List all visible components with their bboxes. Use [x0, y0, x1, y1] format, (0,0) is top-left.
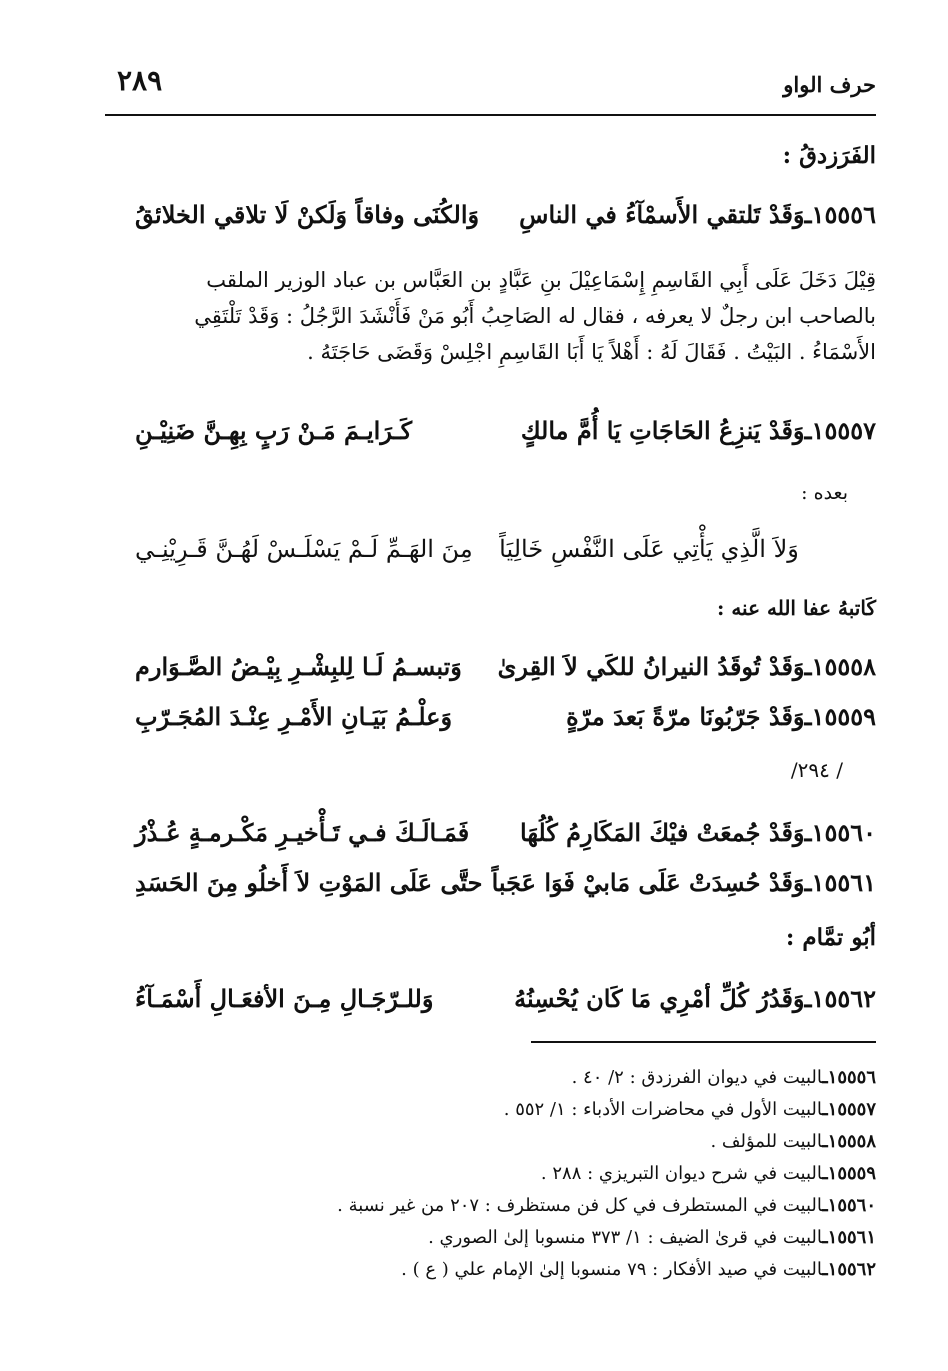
footnote-separator [531, 1041, 876, 1043]
header-rule [105, 114, 876, 116]
footnote-item [105, 1222, 876, 1254]
footnote-item [105, 1094, 876, 1126]
verse-number: ١٥٥٦٠ـ [804, 818, 876, 847]
verse-first-hemistich: وَقَدْ تُوقَدُ النيرانُ للكَي لاَ القِرىٰ [497, 652, 805, 681]
footnote-text: البيت في المستطرف في كل فن مستظرف : ٢٠٧ من غير نسبة . [337, 1195, 823, 1216]
anecdote-line: قِيْلَ دَخَلَ عَلَى أَبِي القَاسِمِ إِسْمَاعِيْلَ بنِ عَبَّادٍ بن العَبَّاس بن عباد الوزير الملقب [206, 268, 876, 292]
footnote-number: ١٥٥٦٠ـ [822, 1195, 876, 1216]
anecdote-line: الأَسْمَاءُ . البَيْتُ . فَقَالَ لَهُ : أَهْلاً يَا أَبَا القَاسِمِ اجْلِسْ وَقَضَى حَاجَتَهُ . [307, 340, 876, 364]
verse-following [105, 526, 876, 572]
footnote-item [105, 1062, 876, 1094]
verse-second-hemistich: فَمَـالَـكَ فـي تَـأْخيـرِ مَكْـرمـةٍ عُـذْرُ [135, 818, 470, 847]
verse-second-hemistich: وَللـرّجَـالِ مِـنَ الأفعَـالِ أَسْمَـآءُ [135, 984, 434, 1013]
footnote-item [105, 1126, 876, 1158]
verse-first-hemistich: وَقَدْ جُمعَتْ فيْكَ المَكَارِمُ كُلُهَا [520, 818, 805, 847]
verse-second-hemistich: مِنَ الهَـمِّ لَـمْ يَسْلَـسْ لَهُـنَّ قَـرِيْنِـي [135, 535, 473, 563]
verse-number: ١٥٥٦٢ـ [804, 984, 876, 1013]
verse-second-hemistich: وَتبسـمُ لَـا لِلبِشْـرِ بِيْـضُ الصَّـوَارم [135, 652, 462, 681]
verse-15557 [105, 408, 876, 454]
verse-15558 [105, 644, 876, 690]
verse-second-hemistich: كَـرَايـمَ مَـنْ رَبٍ بِهِـنَّ ضَنِيْـنِ [135, 416, 413, 445]
verse-15562 [105, 976, 876, 1022]
verse-15561 [105, 860, 876, 906]
verse-number: ١٥٥٥٩ـ [804, 702, 876, 731]
footnote-text: البيت في قرىٰ الضيف : ١/ ٣٧٣ منسوبا إلىٰ الصوري . [428, 1227, 823, 1248]
verse-15559 [105, 694, 876, 740]
footnote-item [105, 1254, 876, 1286]
anecdote-paragraph [105, 262, 876, 370]
page-header [105, 58, 876, 108]
verse-number: ١٥٥٥٨ـ [804, 652, 876, 681]
footnote-item [105, 1190, 876, 1222]
page-number: ٢٨٩ [117, 64, 163, 97]
footnote-text: البيت الأول في محاضرات الأدباء : ١/ ٥٥٢ . [503, 1099, 823, 1120]
manuscript-folio-marker: / ٢٩٤/ [790, 758, 843, 782]
footnote-number: ١٥٥٥٨ـ [822, 1131, 876, 1152]
verse-second-hemistich: حتَّى عَلَى المَوْتِ لاَ أَخلُو مِنَ الحَسَدِ [135, 868, 483, 897]
poet-heading-abu-tammam: أبُو تمَّام : [785, 924, 876, 951]
verse-second-hemistich: وَالكُنَى وفاقاً وَلَكنْ لَا تلاقي الخلائقُ [135, 200, 480, 229]
verse-number: ١٥٥٥٧ـ [804, 416, 876, 445]
footnote-number: ١٥٥٦١ـ [822, 1227, 876, 1248]
verse-number: ١٥٥٦١ـ [804, 868, 876, 897]
footnote-number: ١٥٥٥٧ـ [822, 1099, 876, 1120]
verse-number: ١٥٥٥٦ـ [804, 200, 876, 229]
verse-first-hemistich: وَقَدُرُ كُلِّ أمْرِي مَا كَان يُحْسِنُهُ [514, 984, 805, 1013]
following-label: بعده : [801, 482, 848, 504]
footnote-number: ١٥٥٦٢ـ [822, 1259, 876, 1280]
verse-15560 [105, 810, 876, 856]
footnote-text: البيت للمؤلف . [710, 1131, 823, 1152]
footnote-text: البيت في صيد الأفكار : ٧٩ منسوبا إلىٰ الإمام علي ( ع ) . [401, 1259, 823, 1280]
verse-second-hemistich: وَعلْـمُ بَيَـانِ الأَمْـرِ عِنْـدَ المُجَـرّبِ [135, 702, 453, 731]
author-heading: كَاتبهُ عفا الله عنه : [716, 596, 876, 620]
footnotes [105, 1062, 876, 1286]
poet-heading-farazdaq: الفَرَزدقُ : [782, 142, 876, 169]
footnote-number: ١٥٥٥٦ـ [822, 1067, 876, 1088]
verse-first-hemistich: وَقَدْ تَلتقي الأَسمْآءُ في الناسِ [519, 200, 805, 229]
verse-first-hemistich: وَقَدْ جَرّبُونَا مرّةً بَعدَ مرّةٍ [566, 702, 805, 731]
anecdote-line: بالصاحب ابن رجلٌ لا يعرفه ، فقال له الصَاحِبُ أَبُو مَنْ فَأَنْشَدَ الرَّجُلُ : وَقَدْ تَلْتَقِي [194, 304, 876, 328]
verse-first-hemistich: وَلاَ الَّذِي يَأْتِي عَلَى النَّفْسِ خَالِيَاً [499, 535, 799, 563]
footnote-text: البيت في شرح ديوان التبريزي : ٢٨٨ . [540, 1163, 823, 1184]
verse-15556 [105, 192, 876, 238]
footnote-item [105, 1158, 876, 1190]
footnote-text: البيت في ديوان الفرزدق : ٢/ ٤٠ . [571, 1067, 823, 1088]
verse-first-hemistich: وَقَدْ يَنزِعُ الحَاجَاتِ يَا أُمَّ مالكٍ [520, 416, 805, 445]
footnote-number: ١٥٥٥٩ـ [822, 1163, 876, 1184]
running-title: حرف الواو [783, 72, 876, 97]
verse-first-hemistich: وَقَدْ حُسِدَتْ عَلَى مَابيْ فَوَا عَجَباً [491, 868, 805, 897]
